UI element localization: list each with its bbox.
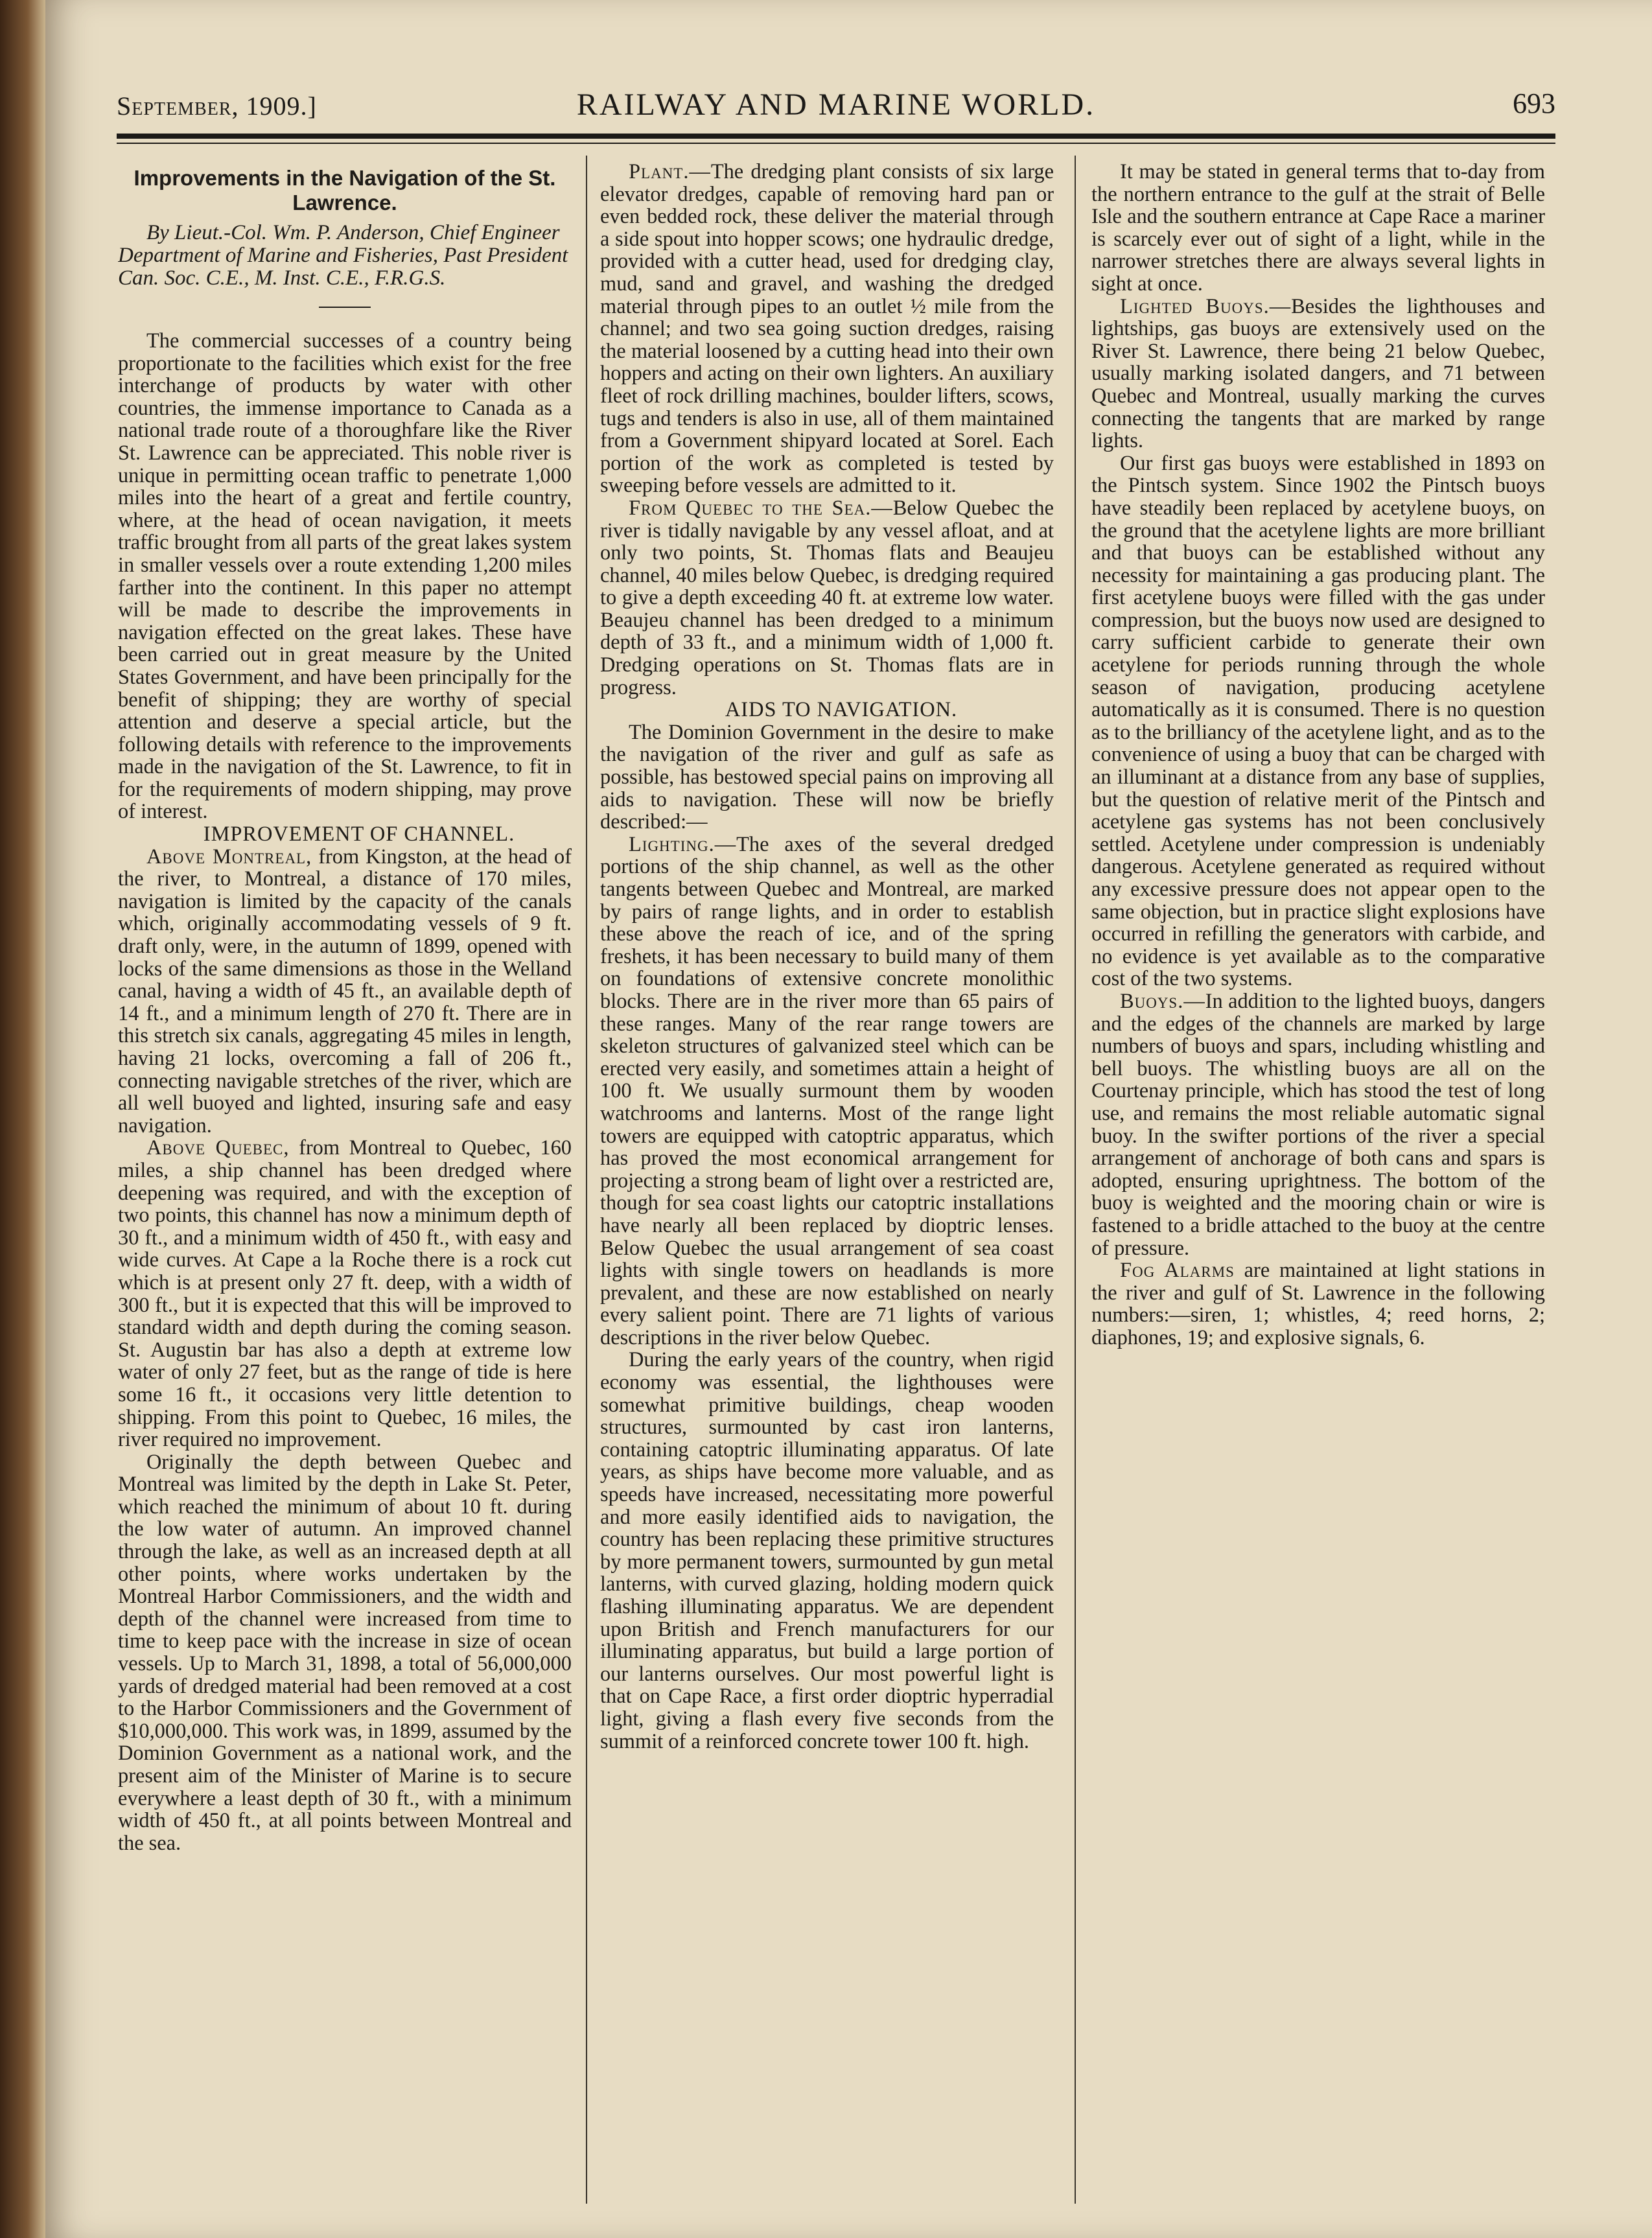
plant-paragraph: [600, 161, 1054, 497]
aids-intro-paragraph: The Dominion Government in the desire to make the navigation of the river and gulf as safe as possible, has bestowed special pains on improving all aids to navigation. These will now be briefly described:—: [600, 720, 1054, 834]
journal-title: RAILWAY AND MARINE WORLD.: [576, 87, 1096, 122]
from-quebec-text: Below Quebec the river is tidally navigable by any vessel afloat, and at only two points, St. Thomas flats and Beaujeu channel, 40 miles below Quebec, is dredging required to give a depth exceeding 40 ft. at extreme low water. Beaujeu channel has been dredged to a minimum depth of 33 ft., and a minimum width of 1,000 ft. Dredging operations on St. Thomas flats are in progress.: [600, 496, 1054, 699]
above-quebec-paragraph: [118, 1137, 572, 1451]
gas-buoys-paragraph: Our first gas buoys were established in 1893 on the Pintsch system. Since 1902 the Pintsch buoys have steadily been replaced by acetylene buoys, on the ground that the acetylene lights are more brilliant and that buoys can be established without any necessity for maintaining a gas producing plant. The first acetylene buoys were filled with the gas under compression, but the buoys now used are designed to carry sufficient carbide to generate their own acetylene for periods running through the whole season of navigation, producing acetylene automatically as it is consumed. There is no question as to the brilliancy of the acetylene light, and as to the convenience of using a buoy that can be charged with an illuminant at a distance from any base of supplies, but the question of relative merit of the Pintsch and acetylene gas systems has not been conclusively settled. Acetylene under compression is undeniably dangerous. Acetylene generated as required without any excessive pressure does not appear open to the same objection, but in practice slight explosions have occurred in refilling the generators with carbide, and no evidence is yet available as to the comparative cost of the two systems.: [1091, 451, 1545, 991]
running-head: [117, 83, 1555, 128]
fog-alarms-paragraph: [1091, 1259, 1545, 1349]
text-column-1: [118, 161, 572, 2209]
lighting-lead: Lighting.—: [629, 832, 737, 856]
column-divider-2: [1075, 156, 1076, 2204]
fog-alarms-text: are maintained at light stations in the river and gulf of St. Lawrence in the following numbers:—siren, 1; whistles, 4; reed horns, 2; diaphones, 19; and explosive signals, 6.: [1091, 1259, 1545, 1349]
buoys-lead: Buoys.—: [1120, 989, 1205, 1013]
header-rule-thick: [117, 134, 1555, 139]
plant-text: The dredging plant consists of six large elevator dredges, capable of removing hard pan or even bedded rock, these deliver the material through a side spout into hopper scows; one hydraulic dredge, provided with a cutter head, used for dredging clay, mud, sand and gravel, and washing the dredged material through pipes to an outlet ½ mile from the channel; and two sea going suction dredges, raising the material loosened by a cutting head into their own hoppers and acting on their own lighters. An auxiliary fleet of rock drilling machines, boulder lifters, scows, tugs and tenders is also in use, all of them maintained from a Government shipyard located at Sorel. Each portion of the work as completed is tested by sweeping before vessels are admitted to it.: [600, 161, 1054, 498]
article-title: Improvements in the Navigation of the St. Lawrence.: [134, 166, 556, 215]
early-years-paragraph: During the early years of the country, when rigid economy was essential, the lighthouses were somewhat primitive buildings, cheap wooden structures, surmounted by cast iron lanterns, containing catoptric illuminating apparatus. Of late years, as ships have become more valuable, and as speeds have increased, necessitating more powerful and more easily identified aids to navigation, the country has been replacing these primitive structures by more permanent towers, surmounted by gun metal lanterns, with curved glazing, holding modern quick flashing illuminating apparatus. We are dependent upon British and French manufacturers for our illuminating apparatus, but build a large portion of our lanterns ourselves. Our most powerful light is that on Cape Race, a first order dioptric hyperradial light, giving a flash every five seconds from the summit of a reinforced concrete tower 100 ft. high.: [600, 1348, 1054, 1753]
text-column-3: [1091, 161, 1545, 2209]
general-terms-paragraph: It may be stated in general terms that to-day from the northern entrance to the gulf at the strait of Belle Isle and the southern entrance at Cape Race a mariner is scarcely ever out of sight of a light, while in the narrower stretches there are always several lights in sight at once.: [1091, 161, 1545, 296]
lighting-paragraph: [600, 833, 1054, 1349]
heading-improvement-of-channel: IMPROVEMENT OF CHANNEL.: [203, 822, 515, 846]
heading-aids-to-navigation: AIDS TO NAVIGATION.: [725, 698, 958, 722]
from-quebec-lead: From Quebec to the Sea.—: [629, 496, 893, 520]
book-gutter: [0, 0, 45, 2238]
buoys-paragraph: [1091, 990, 1545, 1259]
magazine-page: [45, 0, 1652, 2238]
text-column-2: [600, 161, 1054, 2209]
intro-paragraph: The commercial successes of a country being proportionate to the facilities which exist for the free interchange of products by water with other countries, the immense importance to Canada as a national trade route of a thoroughfare like the River St. Lawrence can be appreciated. This noble river is unique in permitting ocean traffic to penetrate 1,000 miles into the heart of a great and fertile country, where, at the head of ocean navigation, it meets traffic brought from all parts of the great lakes system in smaller vessels over a route extending 1,200 miles farther into the continent. In this paper no attempt will be made to describe the improvements in navigation effected on the great lakes. These have been carried out in great measure by the United States Government, and have been principally for the benefit of shipping; they are worthy of special attention and deserve a special article, but the following details with reference to the improvements made in the navigation of the St. Lawrence, to fit in for the requirements of modern shipping, may prove of interest.: [118, 329, 572, 824]
above-montreal-text: from Kingston, at the head of the river, to Montreal, a distance of 170 miles, navigation is limited by the capacity of the canals which, originally accommodating vessels of 9 ft. draft only, were, in the autumn of 1899, opened with locks of the same dimensions as those in the Welland canal, having a width of 45 ft., an available depth of 14 ft., and a minimum length of 270 ft. There are in this stretch six canals, aggregating 45 miles in length, having 21 locks, overcoming a fall of 206 ft., connecting navigable stretches of the river, which are all well buoyed and lighted, insuring safe and easy navigation.: [118, 845, 572, 1137]
lighted-buoys-paragraph: [1091, 296, 1545, 452]
above-montreal-lead: Above Montreal,: [146, 845, 312, 868]
header-rule-thin: [117, 143, 1555, 144]
from-quebec-paragraph: [600, 497, 1054, 699]
plant-lead: Plant.—: [629, 161, 711, 183]
issue-date: September, 1909.]: [117, 91, 317, 121]
above-quebec-lead: Above Quebec,: [146, 1136, 290, 1160]
above-montreal-paragraph: [118, 846, 572, 1137]
fog-alarms-lead: Fog Alarms: [1120, 1259, 1235, 1283]
lighted-buoys-text: Besides the lighthouses and lightships, gas buoys are extensively used on the River St. Lawrence, there being 21 below Quebec, usually marking isolated dangers, and 71 between Quebec and Montreal, usually marking the curves connecting the tangents that are marked by range lights.: [1091, 294, 1545, 453]
lighted-buoys-lead: Lighted Buoys.—: [1120, 294, 1292, 318]
buoys-text: In addition to the lighted buoys, dangers and the edges of the channels are marked by large numbers of buoys and spars, including whistling and bell buoys. The whistling buoys are all on the Courtenay principle, which has stood the test of long use, and remains the most reliable automatic signal buoy. In the swifter portions of the river a special arrangement of anchorage of both cans and spars is adopted, ensuring uprightness. The bottom of the buoy is weighted and the mooring chain or wire is fastened to a bridle attached to the buoy at the centre of pressure.: [1091, 989, 1545, 1260]
above-quebec-text: from Montreal to Quebec, 160 miles, a ship channel has been dredged where deepening was required, and with the exception of two points, this channel has now a minimum depth of 30 ft., and a minimum width of 450 ft., with easy and wide curves. At Cape a la Roche there is a rock cut which is at present only 27 ft. deep, with a width of 300 ft., but it is expected that this will be improved to standard width and depth during the coming season. St. Augustin bar has also a depth at extreme low water of only 27 feet, but as the range of tide is here some 16 ft., it occasions very little detention to shipping. From this point to Quebec, 16 miles, the river required no improvement.: [118, 1136, 572, 1452]
originally-paragraph: Originally the depth between Quebec and Montreal was limited by the depth in Lake St. Peter, which reached the minimum of about 10 ft. during the low water of autumn. An improved channel through the lake, as well as an increased depth at all other points, where works undertaken by the Montreal Harbor Commissioners, and the width and depth of the channel were increased from time to time to keep pace with the increase in size of ocean vessels. Up to March 31, 1898, a total of 56,000,000 yards of dredged material had been removed at a cost to the Harbor Commissioners and the Government of $10,000,000. This work was, in 1899, assumed by the Dominion Government as a national work, and the present aim of the Minister of Marine is to secure everywhere a least depth of 30 ft., with a minimum width of 450 ft., at all points between Montreal and the sea.: [118, 1450, 572, 1855]
article-byline: By Lieut.-Col. Wm. P. Anderson, Chief Engineer Department of Marine and Fisheries, Past President Can. Soc. C.E., M. Inst. C.E., F.R.G.S.: [118, 221, 568, 290]
lighting-text: The axes of the several dredged portions of the ship channel, as well as the other tangents between Quebec and Montreal, are marked by pairs of range lights, and in order to establish these above the reach of ice, and of the spring freshets, it has been necessary to build many of them on foundations of extensive concrete monolithic blocks. There are in the river more than 65 pairs of these ranges. Many of the rear range towers are skeleton structures of galvanized steel which can be erected very easily, and sometimes attain a height of 100 ft. We usually surmount them by wooden watchrooms and lanterns. Most of the range light towers are equipped with catoptric apparatus, which has proved the most economical arrangement for projecting a strong beam of light over a restricted are, though for sea coast lights our catoptric installations have nearly all been replaced by dioptric lenses. Below Quebec the usual arrangement of sea coast lights with single towers on headlands is more prevalent, and these are now established on nearly every salient point. There are 71 lights of various descriptions in the river below Quebec.: [600, 832, 1054, 1349]
column-divider-1: [586, 156, 587, 2204]
title-rule: [319, 307, 371, 308]
page-number: 693: [1513, 87, 1555, 119]
